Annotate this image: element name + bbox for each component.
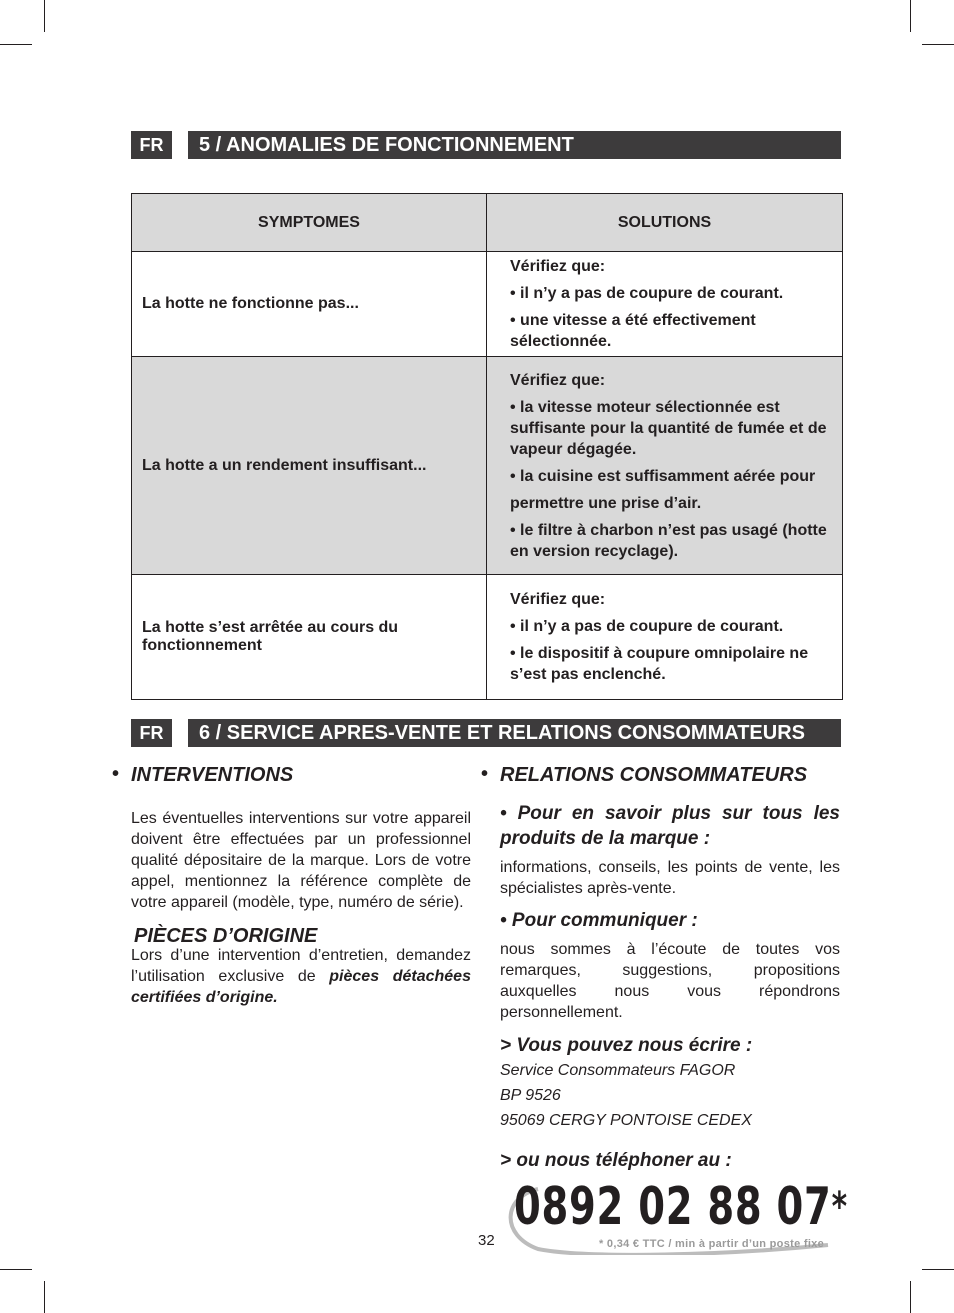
interventions-column: [131, 763, 471, 1008]
crop-mark: [44, 1281, 45, 1313]
consumer-relations-heading: RELATIONS CONSOMMATEURS: [500, 764, 808, 786]
phone-digits: 0892 02 88 07: [514, 1177, 832, 1237]
crop-mark: [0, 44, 32, 45]
phone-number-logo: [498, 1177, 848, 1255]
phone-rate: * 0,34 € TTC / min à partir d’un poste fixe: [599, 1238, 825, 1250]
solution-item: • la vitesse moteur sélectionnée est suffisante pour la quantité de fumée et de vapeur dégagée.: [510, 398, 827, 458]
solution-item: • la cuisine est suffisamment aérée pour: [510, 467, 816, 485]
solution-title: Vérifiez que:: [510, 591, 606, 608]
table-row: [132, 357, 843, 575]
solution-item: • une vitesse a été effectivement sélectionnée.: [510, 312, 756, 350]
symptom-cell: La hotte s’est arrêtée au cours du fonctionnement: [132, 575, 487, 700]
symptom-cell: La hotte a un rendement insuffisant...: [132, 357, 487, 575]
section6-header: [131, 719, 841, 747]
solution-item: • il n’y a pas de coupure de courant.: [510, 618, 784, 635]
phone-subheading: > ou nous téléphoner au :: [500, 1150, 732, 1171]
phone-asterisk: *: [831, 1184, 848, 1230]
address-line: 95069 CERGY PONTOISE CEDEX: [500, 1112, 752, 1129]
language-badge: FR: [131, 719, 172, 747]
communicate-body: nous sommes à l’écoute de toutes vos remarques, suggestions, propositions auxquelles nous vous répondrons personnellement.: [500, 941, 840, 1021]
crop-mark: [922, 44, 954, 45]
page-number: 32: [478, 1232, 495, 1249]
solution-title: Vérifiez que:: [510, 258, 606, 275]
crop-mark: [922, 1269, 954, 1270]
crop-mark: [44, 0, 45, 32]
consumer-relations-column: [500, 763, 840, 1173]
communicate-subheading: • Pour communiquer :: [500, 910, 698, 931]
write-subheading: > Vous pouvez nous écrire :: [500, 1035, 753, 1056]
parts-heading: PIÈCES D’ORIGINE: [134, 925, 318, 947]
info-body: informations, conseils, les points de vente, les spécialistes après-vente.: [500, 859, 840, 897]
section-title: 6 / SERVICE APRES-VENTE ET RELATIONS CONSOMMATEURS: [188, 719, 841, 747]
crop-mark: [0, 1269, 32, 1270]
parts-body-emphasis: pièces détachées certifiées d’origine.: [131, 968, 471, 1006]
solution-title: Vérifiez que:: [510, 371, 606, 389]
solution-item: permettre une prise d’air.: [510, 494, 702, 512]
solution-cell: [487, 575, 843, 700]
section-title: 5 / ANOMALIES DE FONCTIONNEMENT: [188, 131, 841, 159]
solution-item: • il n’y a pas de coupure de courant.: [510, 285, 784, 302]
info-subheading: • Pour en savoir plus sur tous les produits de la marque :: [500, 803, 840, 849]
bullet: •: [112, 763, 120, 785]
section5-header: [131, 131, 841, 159]
parts-body-text: Lors d’une intervention d’entretien, demandez l’utilisation exclusive de: [131, 947, 471, 985]
address-line: Service Consommateurs FAGOR: [500, 1062, 736, 1079]
symptom-cell: La hotte ne fonctionne pas...: [132, 252, 487, 357]
interventions-body: Les éventuelles interventions sur votre appareil doivent être effectuées par un professionnel qualité dépositaire de la marque. Lors de votre appel, mentionnez la référence complète de votre appareil (modèle, type, numéro de série).: [131, 810, 471, 911]
bullet: •: [481, 763, 489, 785]
crop-mark: [910, 0, 911, 32]
troubleshooting-table: [131, 193, 843, 700]
table-row: [132, 252, 843, 357]
address-line: BP 9526: [500, 1087, 561, 1104]
language-badge: FR: [131, 131, 172, 159]
solution-cell: [487, 357, 843, 575]
solution-item: • le filtre à charbon n’est pas usagé (hotte en version recyclage).: [510, 521, 827, 560]
interventions-heading: INTERVENTIONS: [131, 764, 294, 786]
solutions-header: SOLUTIONS: [487, 194, 843, 252]
phone-number: [514, 1179, 848, 1235]
parts-body: [131, 945, 471, 1008]
symptoms-header: SYMPTOMES: [132, 194, 487, 252]
solution-item: • le dispositif à coupure omnipolaire ne s’est pas enclenché.: [510, 645, 809, 683]
crop-mark: [910, 1281, 911, 1313]
table-row: [132, 575, 843, 700]
solution-cell: [487, 252, 843, 357]
